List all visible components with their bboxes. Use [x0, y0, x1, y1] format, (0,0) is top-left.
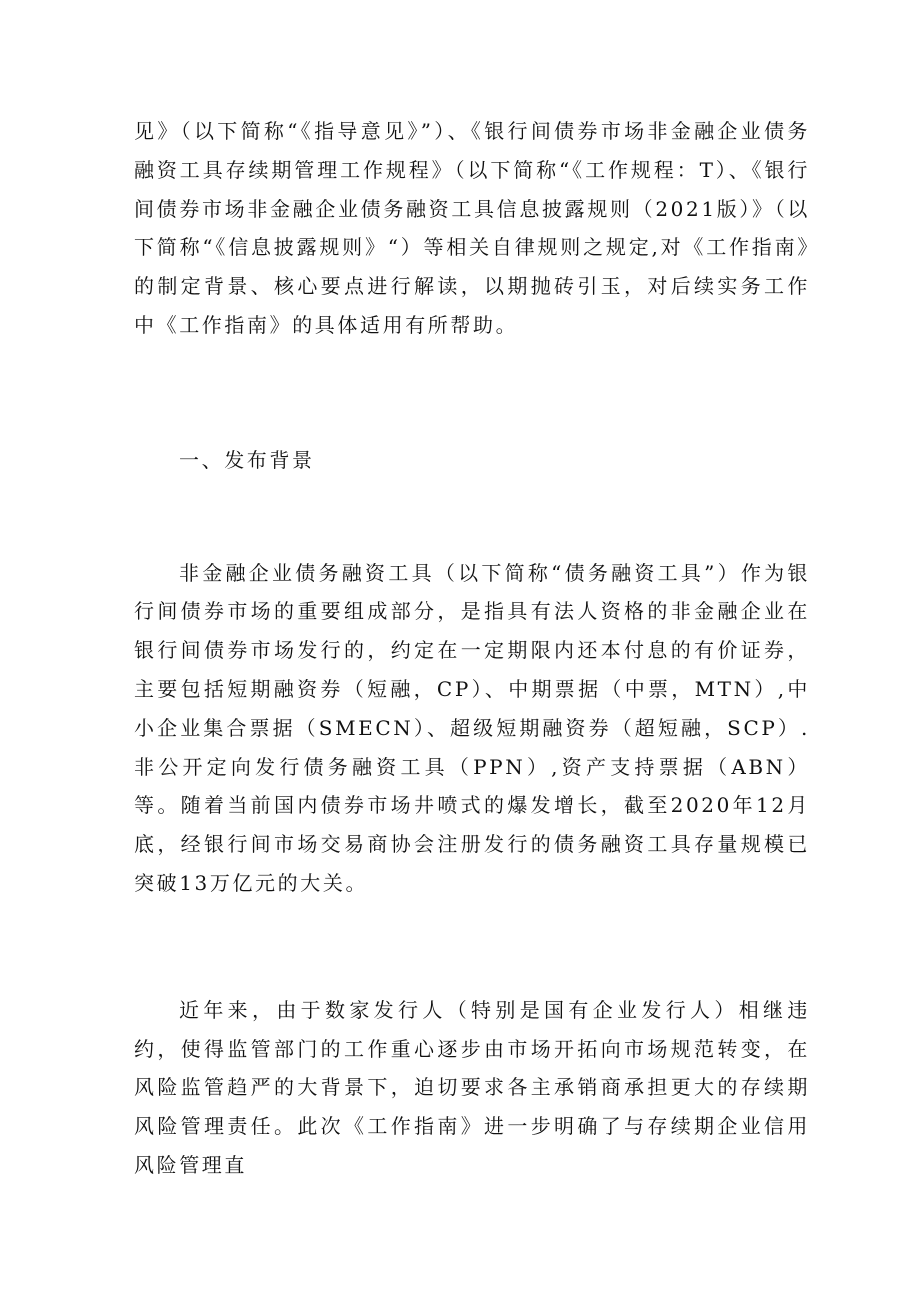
- spacer: [134, 903, 810, 991]
- spacer: [134, 345, 810, 441]
- paragraph-recent-years: 近年来，由于数家发行人（特别是国有企业发行人）相继违约，使得监管部门的工作重心逐步由市场开拓向市场规范转变，在风险监管趋严的大背景下，迫切要求各主承销商承担更大的存续期风险管理责任。此次《工作指南》进一步明确了与存续期企业信用风险管理直: [134, 997, 810, 1177]
- paragraph-intro: 见》（以下简称“《指导意见》”）、《银行间债券市场非金融企业债务融资工具存续期管理工作规程》（以下简称“《工作规程：T）、《银行间债券市场非金融企业债务融资工具信息披露规则（2021版）》（以下简称“《信息披露规则》“）等相关自律规则之规定,对《工作指南》的制定背景、核心要点进行解读，以期抛砖引玉，对后续实务工作中《工作指南》的具体适用有所帮助。: [134, 119, 810, 337]
- paragraph-background: 非金融企业债务融资工具（以下简称“债务融资工具”）作为银行间债券市场的重要组成部分，是指具有法人资格的非金融企业在银行间债券市场发行的，约定在一定期限内还本付息的有价证券，主要包括短期融资券（短融，CP）、中期票据（中票，MTN）,中小企业集合票据（SMECN）、超级短期融资券（超短融，SCP）.非公开定向发行债务融资工具（PPN）,资产支持票据（ABN）等。随着当前国内债券市场井喷式的爆发增长，截至2020年12月底，经银行间市场交易商协会注册发行的债务融资工具存量规模已突破13万亿元的大关。: [134, 560, 810, 895]
- section-heading: 一、发布背景: [179, 447, 315, 472]
- spacer: [134, 480, 810, 554]
